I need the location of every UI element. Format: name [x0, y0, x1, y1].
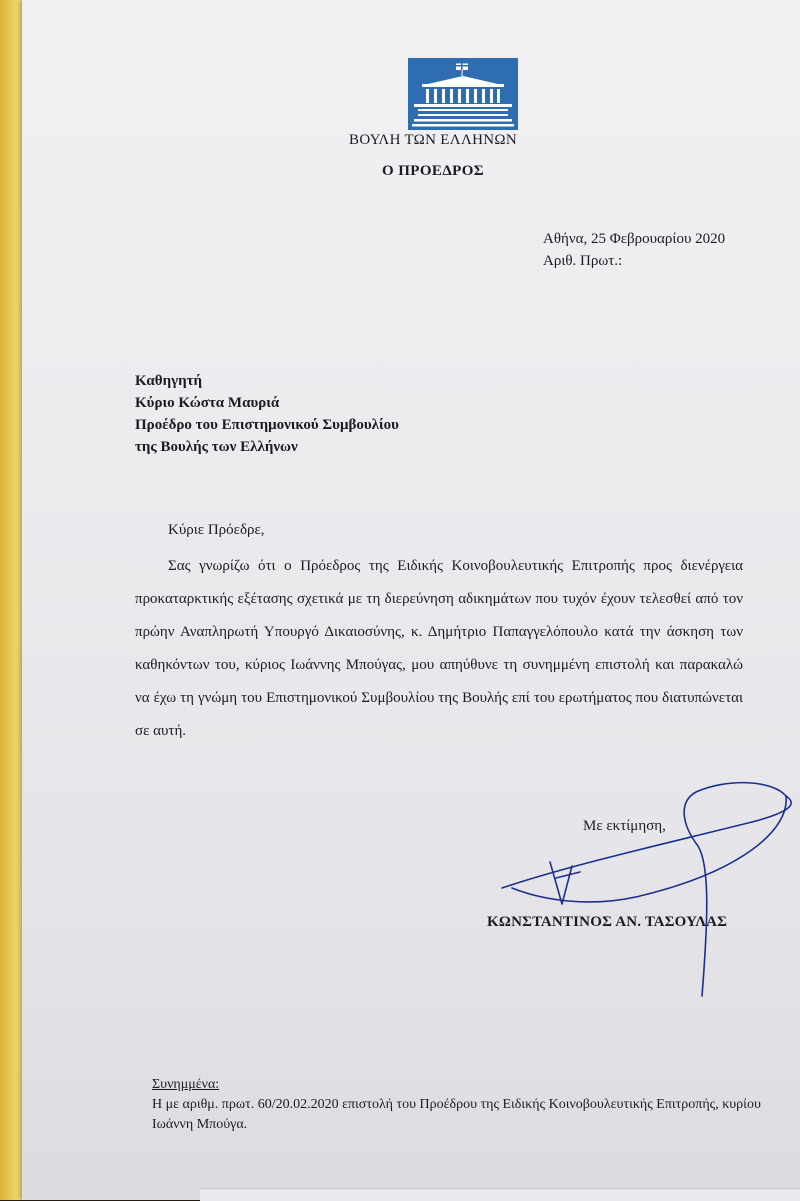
recipient-line: Προέδρο του Επιστημονικού Συμβουλίου	[135, 417, 399, 433]
letter-body: Σας γνωρίζω ότι ο Πρόεδρος της Ειδικής Κοινοβουλευτικής Επιτροπής προς διενέργεια προκαταρκτικής εξέτασης σχετικά με τη διερεύνηση αδικημάτων που τυχόν έχουν τελεσθεί από τον πρώην Αναπληρωτή Υπουργό Δικαιοσύνης, κ. Δημήτριο Παπαγγελόπουλο κατά την άσκηση των καθηκόντων του, κύριος Ιωάννης Μπούγας, μου απηύθυνε τη συνημμένη επιστολή και παρακαλώ να έχω τη γνώμη του Επιστημονικού Συμβουλίου της Βουλής επί του ερωτήματος που διατυπώνεται σε αυτή.	[135, 558, 743, 739]
recipient-line: Καθηγητή	[135, 373, 203, 389]
signer-name: ΚΩΝΣΤΑΝΤΙΝΟΣ ΑΝ. ΤΑΣΟΥΛΑΣ	[487, 914, 728, 930]
attachments-text: Η με αριθμ. πρωτ. 60/20.02.2020 επιστολή του Προέδρου της Ειδικής Κοινοβουλευτικής Επιτροπής, κυρίου Ιωάννη Μπούγα.	[152, 1097, 761, 1132]
parliament-building-icon	[408, 58, 518, 130]
date-line: Αθήνα, 25 Φεβρουαρίου 2020	[543, 231, 726, 247]
handwritten-signature	[490, 770, 800, 1010]
protocol-number-line: Αριθ. Πρωτ.:	[543, 253, 623, 269]
paper-fold	[200, 1188, 800, 1201]
institution-name: ΒΟΥΛΗ ΤΩΝ ΕΛΛΗΝΩΝ	[349, 132, 517, 148]
recipient-address	[135, 370, 399, 458]
recipient-line: της Βουλής των Ελλήνων	[135, 439, 298, 455]
closing-line: Με εκτίμηση,	[583, 818, 666, 834]
recipient-line: Κύριο Κώστα Μαυριά	[135, 395, 280, 411]
salutation: Κύριε Πρόεδρε,	[168, 522, 265, 538]
sender-title: Ο ΠΡΟΕΔΡΟΣ	[382, 163, 484, 179]
attachments-title: Συνημμένα:	[152, 1077, 220, 1092]
attachments-section	[152, 1075, 772, 1135]
date-block	[543, 228, 725, 272]
